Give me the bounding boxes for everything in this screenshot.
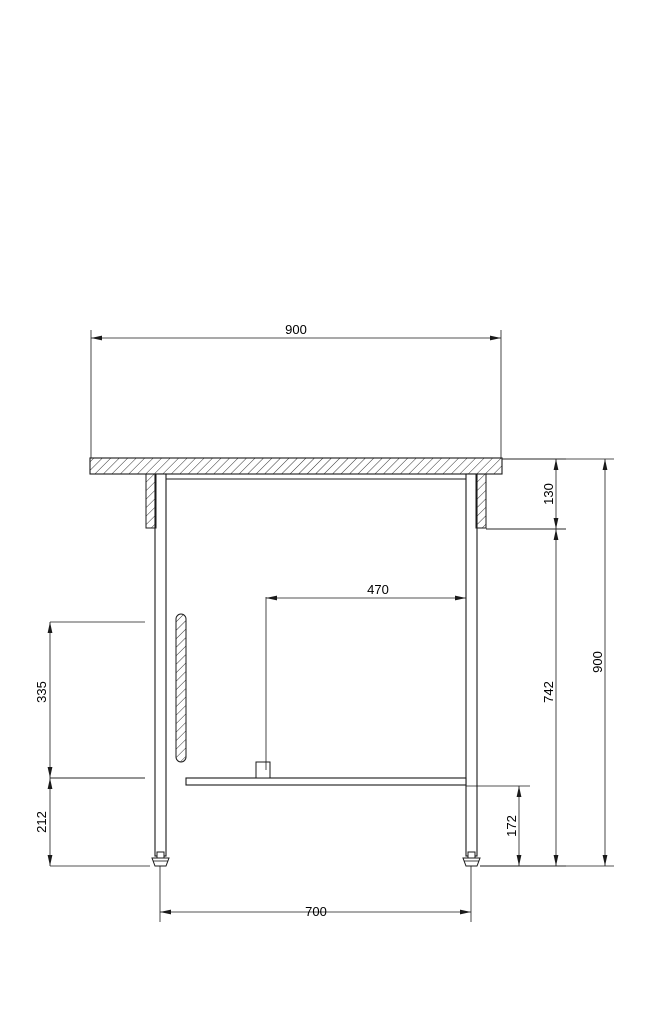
left-leg — [155, 474, 166, 856]
table-geometry — [90, 458, 502, 866]
dim-335-geometry — [50, 622, 145, 778]
right-apron-section — [476, 474, 486, 528]
dim-470-label: 470 — [367, 582, 389, 597]
dim-900-right-label: 900 — [590, 651, 605, 673]
table-top-slab — [90, 458, 502, 474]
left-apron-section — [146, 474, 156, 528]
dim-212-label: 212 — [34, 811, 49, 833]
dim-900-top-geometry — [91, 330, 501, 458]
dim-130-label: 130 — [541, 483, 556, 505]
dim-470-geometry — [266, 530, 466, 770]
center-bracket — [256, 762, 270, 778]
dimension-lines — [50, 330, 614, 922]
lower-shelf-rail — [186, 778, 466, 785]
dim-212-geometry — [50, 778, 150, 866]
dim-172-label: 172 — [504, 815, 519, 837]
dim-742-label: 742 — [541, 681, 556, 703]
dim-900-top-label: 900 — [285, 322, 307, 337]
dim-700-bottom-label: 700 — [305, 904, 327, 919]
left-mid-panel — [176, 614, 186, 762]
right-leg — [466, 474, 477, 856]
dim-335-label: 335 — [34, 681, 49, 703]
